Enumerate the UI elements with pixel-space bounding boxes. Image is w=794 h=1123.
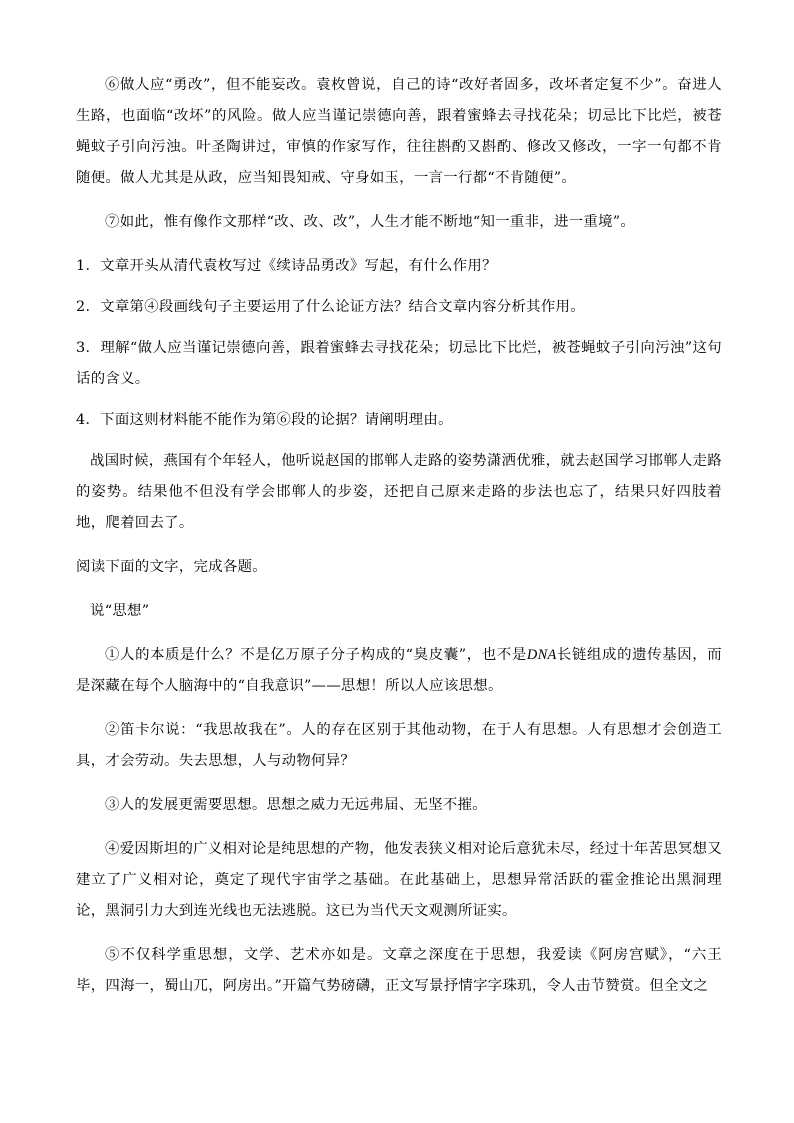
passage2-p1-text-a: ①人的本质是什么？不是亿万原子分子构成的“臭皮囊”，也不是: [105, 647, 527, 663]
question-1: 1．文章开头从清代袁枚写过《续诗品勇改》写起，有什么作用？: [76, 258, 497, 274]
passage2-paragraph-1: [76, 640, 722, 702]
question-4: 4．下面这则材料能不能作为第⑥段的论据？请阐明理由。: [76, 412, 453, 428]
material-paragraph: 战国时候，燕国有个年轻人，他听说赵国的邯郸人走路的姿势潇洒优雅，就去赵国学习邯郸人走路的姿势。结果他不但没有学会邯郸人的步姿，还把自己原来走路的步法也忘了，结果只好四肢着地，爬着回去了。: [76, 453, 722, 531]
passage1-paragraph-6: ⑥做人应“勇改”，但不能妄改。袁枚曾说，自己的诗“改好者固多，改坏者定复不少”。奋进人生路，也面临“改坏”的风险。做人应当谨记崇德向善，跟着蜜蜂去寻找花朵；切忌比下比烂，被苍蝇蚊子引向污浊。叶圣陶讲过，审慎的作家写作，往往斟酌又斟酌、修改又修改，一字一句都不肯随便。做人尤其是从政，应当知畏知戒、守身如玉，一言一行都“不肯随便”。: [76, 77, 722, 186]
document-page: [76, 70, 722, 1015]
passage2-paragraph-4: ④爱因斯坦的广义相对论是纯思想的产物，他发表狭义相对论后意犹未尽，经过十年苦思冥想又建立了广义相对论，奠定了现代宇宙学之基础。在此基础上，思想异常活跃的霍金推论出黑洞理论，黑洞引力大到连光线也无法逃脱。这已为当代天文观测所证实。: [76, 841, 723, 919]
question-2: 2．文章第④段画线句子主要运用了什么论证方法？结合文章内容分析其作用。: [76, 299, 585, 315]
reading-instruction: 阅读下面的文字，完成各题。: [76, 559, 267, 575]
passage2-paragraph-5: ⑤不仅科学重思想，文学、艺术亦如是。文章之深度在于思想，我爱读《阿房宫赋》，“六王毕，四海一，蜀山兀，阿房出。”开篇气势磅礴，正文写景抒情字字珠玑，令人击节赞赏。但全文之: [76, 947, 722, 994]
passage2-title: 说“思想”: [90, 603, 150, 619]
passage2-paragraph-3: ③人的发展更需要思想。思想之威力无远弗届、无坚不摧。: [105, 797, 487, 813]
dna-term: DNA: [526, 647, 557, 663]
question-3: 3．理解“做人应当谨记崇德向善，跟着蜜蜂去寻找花朵；切忌比下比烂，被苍蝇蚊子引向污浊”这句话的含义。: [76, 340, 722, 387]
passage1-paragraph-7: ⑦如此，惟有像作文那样“改、改、改”，人生才能不断地“知一重非，进一重境”。: [105, 214, 636, 230]
passage2-paragraph-2: ②笛卡尔说：“我思故我在”。人的存在区别于其他动物，在于人有思想。人有思想才会创造工具，才会劳动。失去思想，人与动物何异？: [76, 722, 722, 769]
passage2-p1-text-b: 长链组成的遗传基因，而是深藏在每个人脑海中的“自我意识”——思想！所以人应该思想。: [76, 647, 722, 694]
